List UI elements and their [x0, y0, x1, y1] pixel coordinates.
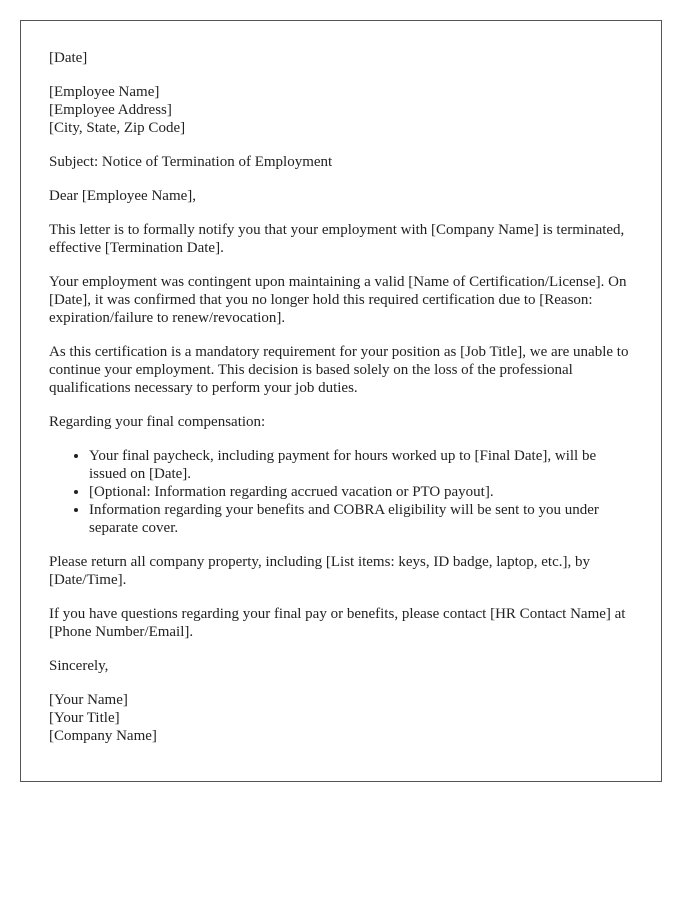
compensation-item-pto: • [Optional: Information regarding accrued vacation or PTO payout].: [89, 483, 633, 501]
letter-sign-off: Sincerely,: [49, 658, 109, 674]
compensation-item-benefits: • Information regarding your benefits and COBRA eligibility will be sent to you under separate cover.: [89, 501, 633, 537]
recipient-address: [Employee Address]: [49, 102, 172, 118]
signature-name: [Your Name]: [49, 692, 128, 708]
paragraph-certification-requirement: Your employment was contingent upon maintaining a valid [Name of Certification/License]. On [Date], it was confirmed that you no longer hold this required certification due to [Reason: expiration/failure to renew/revocation].: [49, 274, 627, 326]
signature-title: [Your Title]: [49, 710, 120, 726]
letter-date: [Date]: [49, 50, 88, 66]
paragraph-termination-notice: This letter is to formally notify you that your employment with [Company Name] is terminated, effective [Termination Date].: [49, 222, 625, 256]
compensation-list: [49, 447, 633, 537]
signature-company: [Company Name]: [49, 728, 157, 744]
compensation-item-paycheck: • Your final paycheck, including payment for hours worked up to [Final Date], will be issued on [Date].: [89, 447, 633, 483]
paragraph-compensation-intro: Regarding your final compensation:: [49, 414, 266, 430]
letter-page: [20, 20, 662, 782]
recipient-address-block: [49, 83, 633, 137]
recipient-name: [Employee Name]: [49, 84, 160, 100]
letter-salutation: Dear [Employee Name],: [49, 188, 197, 204]
signature-block: [49, 691, 633, 745]
paragraph-company-property: Please return all company property, including [List items: keys, ID badge, laptop, etc.], by [Date/Time].: [49, 554, 590, 588]
paragraph-contact-info: If you have questions regarding your final pay or benefits, please contact [HR Contact Name] at [Phone Number/Email].: [49, 606, 626, 640]
recipient-city-state-zip: [City, State, Zip Code]: [49, 120, 186, 136]
paragraph-decision-basis: As this certification is a mandatory requirement for your position as [Job Title], we are unable to continue your employment. This decision is based solely on the loss of the professional qualifications necessary to perform your job duties.: [49, 344, 629, 396]
letter-subject: Subject: Notice of Termination of Employment: [49, 154, 333, 170]
